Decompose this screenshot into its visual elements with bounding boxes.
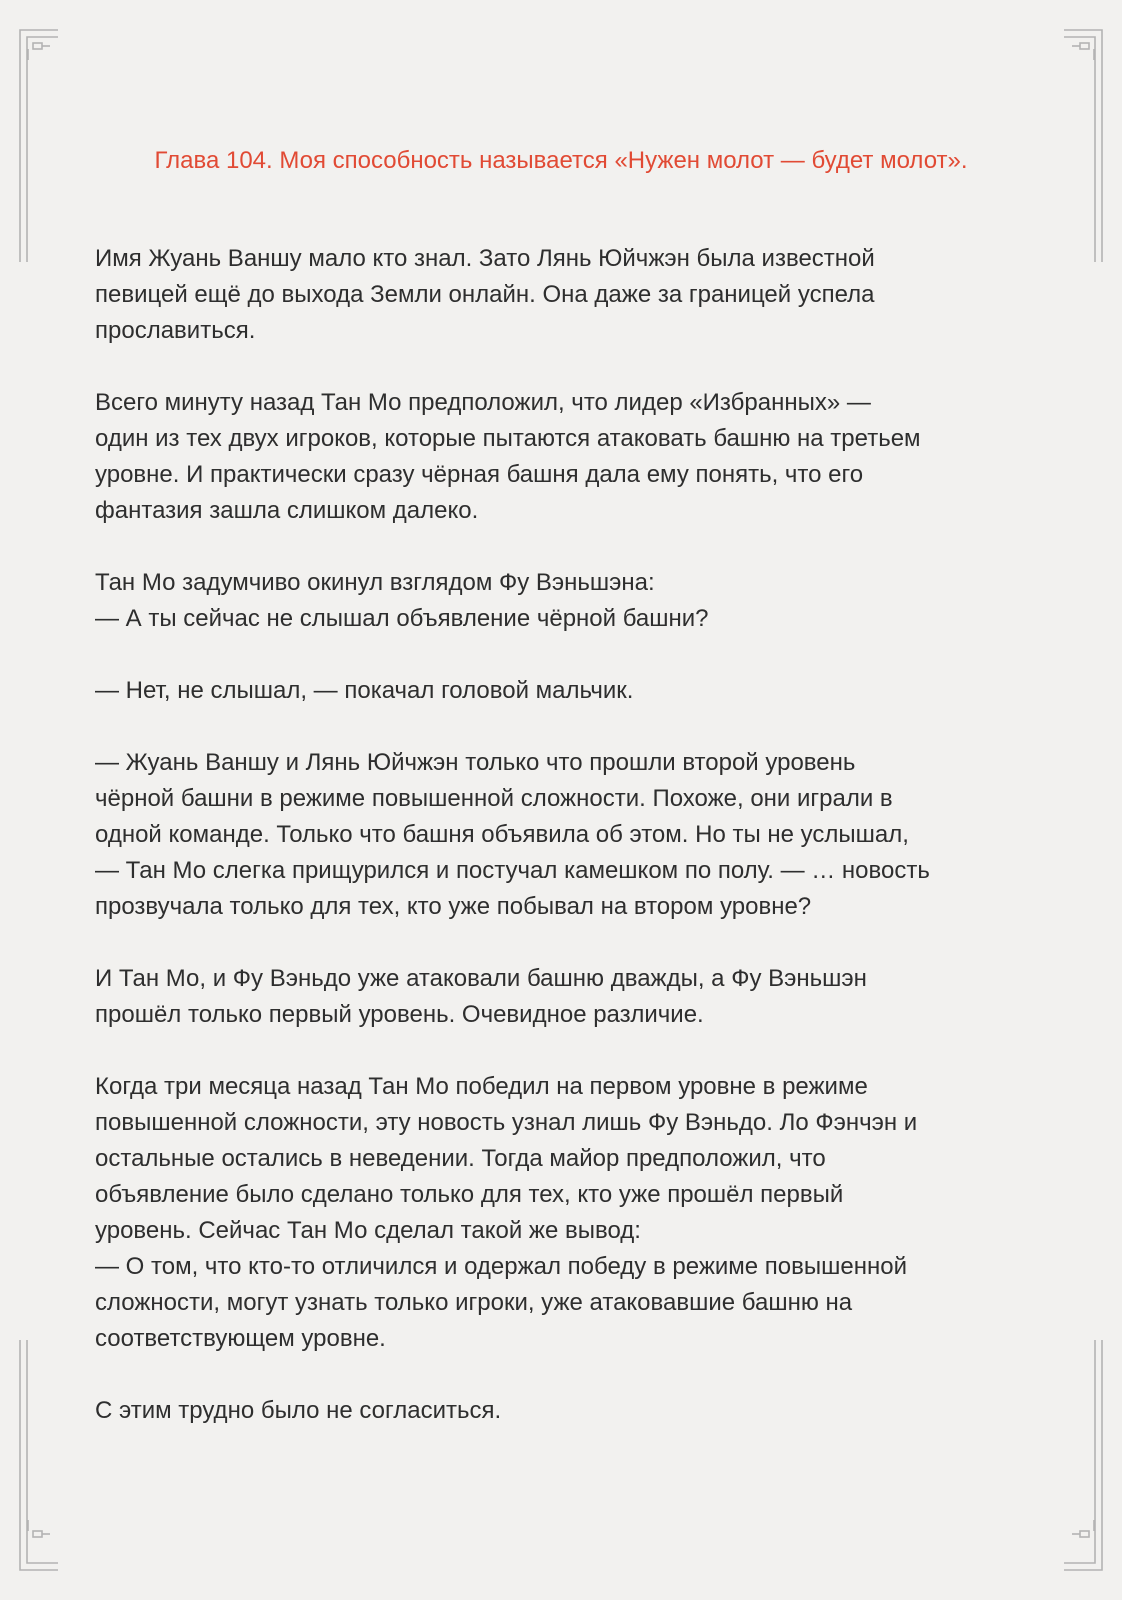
- text-line: — Жуань Ваншу и Лянь Юйчжэн только что прошли второй уровень: [95, 749, 856, 776]
- text-line: Когда три месяца назад Тан Мо победил на первом уровне в режиме: [95, 1073, 868, 1100]
- paragraph: [95, 745, 1025, 925]
- chapter-title: Глава 104. Моя способность называется «Нужен молот — будет молот».: [154, 147, 968, 174]
- text-line: — О том, что кто-то отличился и одержал победу в режиме повышенной: [95, 1253, 908, 1280]
- frame-corner-bottom-left: [20, 1340, 58, 1570]
- text-line: уровень. Сейчас Тан Мо сделал такой же вывод:: [95, 1217, 641, 1244]
- paragraph: [95, 385, 1025, 529]
- text-line: повышенной сложности, эту новость узнал лишь Фу Вэньдо. Ло Фэнчэн и: [95, 1109, 918, 1136]
- paragraph: [95, 1393, 1025, 1429]
- text-line: — Нет, не слышал, — покачал головой мальчик.: [95, 677, 634, 704]
- text-line: одной команде. Только что башня объявила об этом. Но ты не услышал,: [95, 821, 909, 848]
- text-line: Всего минуту назад Тан Мо предположил, что лидер «Избранных» —: [95, 389, 871, 416]
- text-line: — А ты сейчас не слышал объявление чёрной башни?: [95, 605, 709, 632]
- text-line: прославиться.: [95, 317, 256, 344]
- text-line: С этим трудно было не согласиться.: [95, 1397, 502, 1424]
- text-line: объявление было сделано только для тех, кто уже прошёл первый: [95, 1181, 844, 1208]
- paragraph: [95, 241, 1025, 349]
- chapter-body: [95, 241, 1025, 1465]
- text-line: Имя Жуань Ваншу мало кто знал. Зато Лянь Юйчжэн была известной: [95, 245, 875, 272]
- text-line: чёрной башни в режиме повышенной сложности. Похоже, они играли в: [95, 785, 893, 812]
- paragraph: [95, 1069, 1025, 1357]
- text-line: соответствующем уровне.: [95, 1325, 386, 1352]
- text-line: певицей ещё до выхода Земли онлайн. Она даже за границей успела: [95, 281, 875, 308]
- text-line: фантазия зашла слишком далеко.: [95, 497, 479, 524]
- text-line: И Тан Мо, и Фу Вэньдо уже атаковали башню дважды, а Фу Вэньшэн: [95, 965, 867, 992]
- text-line: Тан Мо задумчиво окинул взглядом Фу Вэньшэна:: [95, 569, 655, 596]
- frame-corner-bottom-right: [1064, 1340, 1102, 1570]
- paragraph: [95, 565, 1025, 637]
- text-line: прозвучала только для тех, кто уже побывал на втором уровне?: [95, 893, 812, 920]
- text-line: уровне. И практически сразу чёрная башня дала ему понять, что его: [95, 461, 864, 488]
- paragraph: [95, 673, 1025, 709]
- text-line: сложности, могут узнать только игроки, уже атаковавшие башню на: [95, 1289, 853, 1316]
- text-line: прошёл только первый уровень. Очевидное различие.: [95, 1001, 704, 1028]
- paragraph: [95, 961, 1025, 1033]
- text-line: один из тех двух игроков, которые пытаются атаковать башню на третьем: [95, 425, 921, 452]
- text-line: — Тан Мо слегка прищурился и постучал камешком по полу. — … новость: [95, 857, 930, 884]
- text-line: остальные остались в неведении. Тогда майор предположил, что: [95, 1145, 826, 1172]
